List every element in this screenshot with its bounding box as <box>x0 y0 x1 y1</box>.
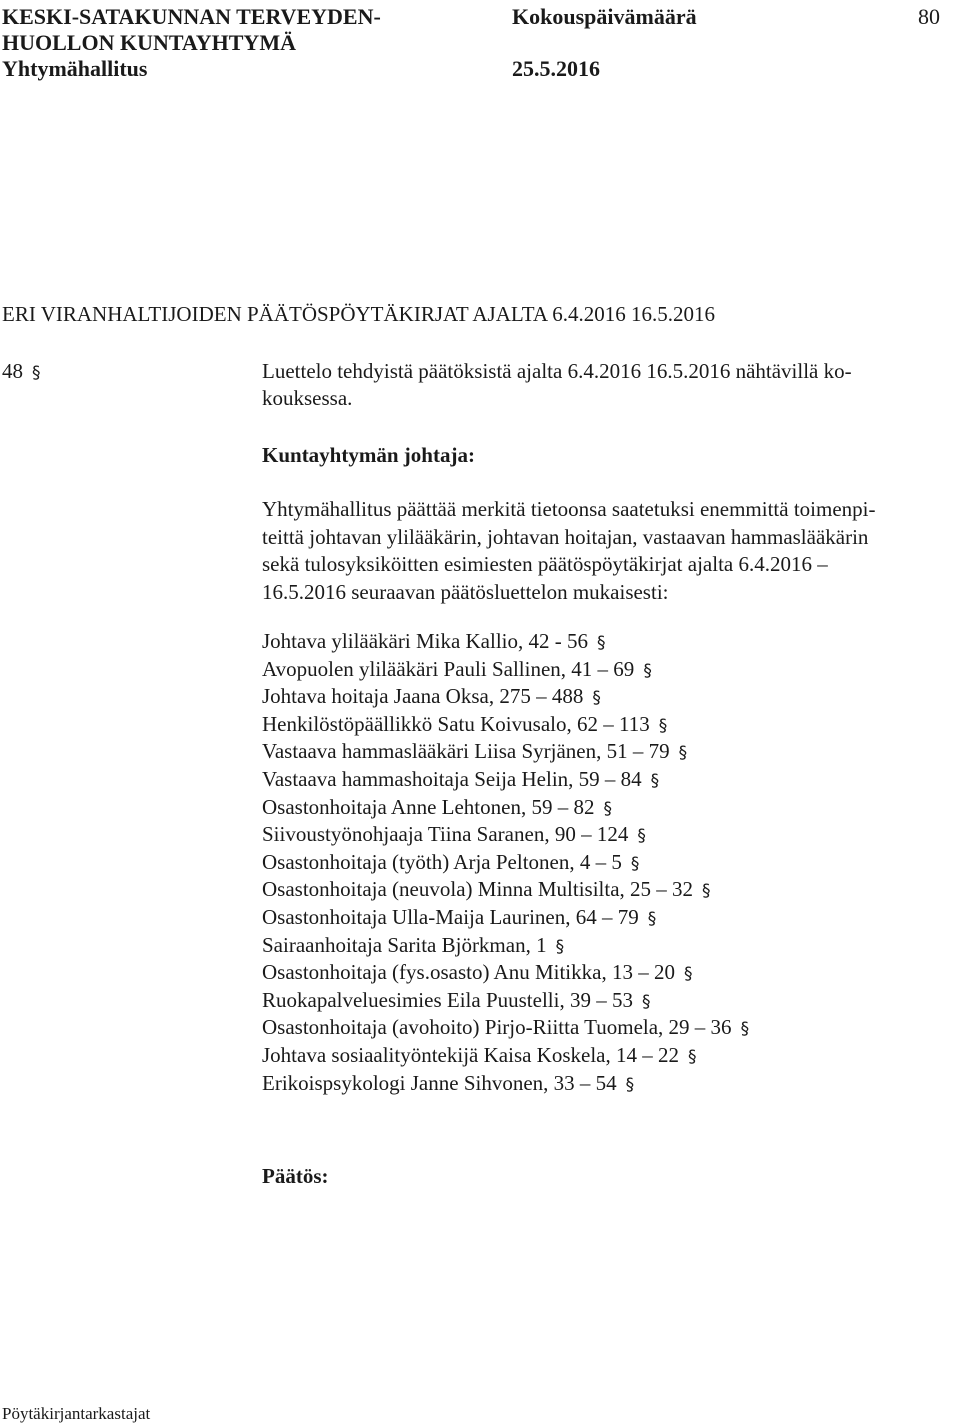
list-item-text: Osastonhoitaja Anne Lehtonen, 59 – 82 <box>262 794 595 819</box>
list-item-text: Erikoispsykologi Janne Sihvonen, 33 – 54 <box>262 1070 617 1095</box>
section-sign-icon: § <box>688 1046 697 1067</box>
section-sign-icon: § <box>630 853 640 874</box>
doc-type: Kokouspäivämäärä <box>512 4 697 29</box>
section-sign-icon: § <box>32 363 41 383</box>
list-item-text: Johtava ylilääkäri Mika Kallio, 42 - 56 <box>262 629 589 653</box>
list-item-text: Osastonhoitaja (fys.osasto) Anu Mitikka, 13 – 20 <box>262 960 675 985</box>
proposal-line: 16.5.2016 seuraavan päätösluettelon mukaisesti: <box>262 579 669 604</box>
section-sign-icon: § <box>650 770 660 791</box>
list-item-text: Vastaava hammaslääkäri Liisa Syrjänen, 51 – 79 <box>262 739 670 764</box>
list-item <box>262 987 749 1015</box>
section-sign-icon: § <box>683 964 693 985</box>
footer-signatories: Pöytäkirjantarkastajat <box>2 1404 151 1423</box>
list-item-text: Siivoustyönohjaaja Tiina Saranen, 90 – 124 <box>262 822 629 847</box>
decision-label: Päätös: <box>262 1164 329 1188</box>
org-name-line3: Yhtymähallitus <box>2 56 148 81</box>
section-sign-icon: § <box>637 826 646 847</box>
list-item-text: Vastaava hammashoitaja Seija Helin, 59 – 84 <box>262 766 642 791</box>
list-item <box>262 656 749 684</box>
list-item <box>262 959 749 987</box>
section-sign-icon: § <box>702 881 711 902</box>
proposer-label: Kuntayhtymän johtaja: <box>262 443 475 467</box>
proposal-line: teittä johtavan ylilääkärin, johtavan hoitajan, vastaavan hammaslääkärin <box>262 524 869 549</box>
proposal-paragraph <box>262 496 954 606</box>
section-sign-icon: § <box>658 715 668 736</box>
list-item <box>262 849 749 877</box>
decision-list <box>262 628 749 1097</box>
list-item <box>262 904 749 932</box>
section-sign-icon: § <box>625 1074 635 1095</box>
list-item <box>262 1070 749 1098</box>
item-title-line1: Luettelo tehdyistä päätöksistä ajalta 6.4.2016 16.5.2016 nähtävillä ko- <box>262 359 852 383</box>
list-item-text: Sairaanhoitaja Sarita Björkman, 1 <box>262 932 547 957</box>
list-item <box>262 1014 749 1042</box>
list-item-text: Osastonhoitaja (työth) Arja Peltonen, 4 – 5 <box>262 849 622 874</box>
section-sign-icon: § <box>592 688 601 709</box>
list-item-text: Avopuolen ylilääkäri Pauli Sallinen, 41 – 69 <box>262 656 635 681</box>
list-item-text: Ruokapalveluesimies Eila Puustelli, 39 – 53 <box>262 987 633 1012</box>
list-item-text: Osastonhoitaja Ulla-Maija Laurinen, 64 – 79 <box>262 904 639 929</box>
org-name-line1: KESKI-SATAKUNNAN TERVEYDEN- <box>2 4 381 29</box>
section-sign-icon: § <box>647 908 657 929</box>
section-sign-icon: § <box>643 660 652 681</box>
proposal-line: sekä tulosyksiköitten esimiesten päätöspöytäkirjat ajalta 6.4.2016 – <box>262 552 828 576</box>
list-item <box>262 1042 749 1070</box>
section-heading: ERI VIRANHALTIJOIDEN PÄÄTÖSPÖYTÄKIRJAT AJALTA 6.4.2016 16.5.2016 <box>2 302 715 326</box>
list-item-text: Henkilöstöpäällikkö Satu Koivusalo, 62 – 113 <box>262 711 650 736</box>
item-number <box>2 357 41 387</box>
list-item <box>262 683 749 711</box>
list-item <box>262 766 749 794</box>
list-item <box>262 821 749 849</box>
proposal-line: Yhtymähallitus päättää merkitä tietoonsa saatetuksi enemmittä toimenpi- <box>262 497 876 521</box>
list-item <box>262 932 749 960</box>
list-item <box>262 738 749 766</box>
page-number: 80 <box>918 4 940 29</box>
section-sign-icon: § <box>678 743 688 764</box>
item-number-value: 48 <box>2 359 23 383</box>
section-sign-icon: § <box>641 991 651 1012</box>
section-sign-icon: § <box>555 936 565 957</box>
list-item-text: Osastonhoitaja (avohoito) Pirjo-Riitta Tuomela, 29 – 36 <box>262 1015 732 1040</box>
meeting-date: 25.5.2016 <box>512 56 600 81</box>
list-item-text: Osastonhoitaja (neuvola) Minna Multisilta, 25 – 32 <box>262 877 694 902</box>
section-sign-icon: § <box>740 1019 750 1040</box>
list-item-text: Johtava sosiaalityöntekijä Kaisa Koskela, 14 – 22 <box>262 1042 679 1067</box>
list-item <box>262 711 749 739</box>
section-sign-icon: § <box>597 633 606 653</box>
list-item <box>262 794 749 822</box>
section-sign-icon: § <box>603 798 612 819</box>
list-item <box>262 876 749 904</box>
list-item-text: Johtava hoitaja Jaana Oksa, 275 – 488 <box>262 684 584 709</box>
org-name-line2: HUOLLON KUNTAYHTYMÄ <box>2 30 296 55</box>
item-title-line2: kouksessa. <box>262 386 353 410</box>
list-item <box>262 628 749 656</box>
